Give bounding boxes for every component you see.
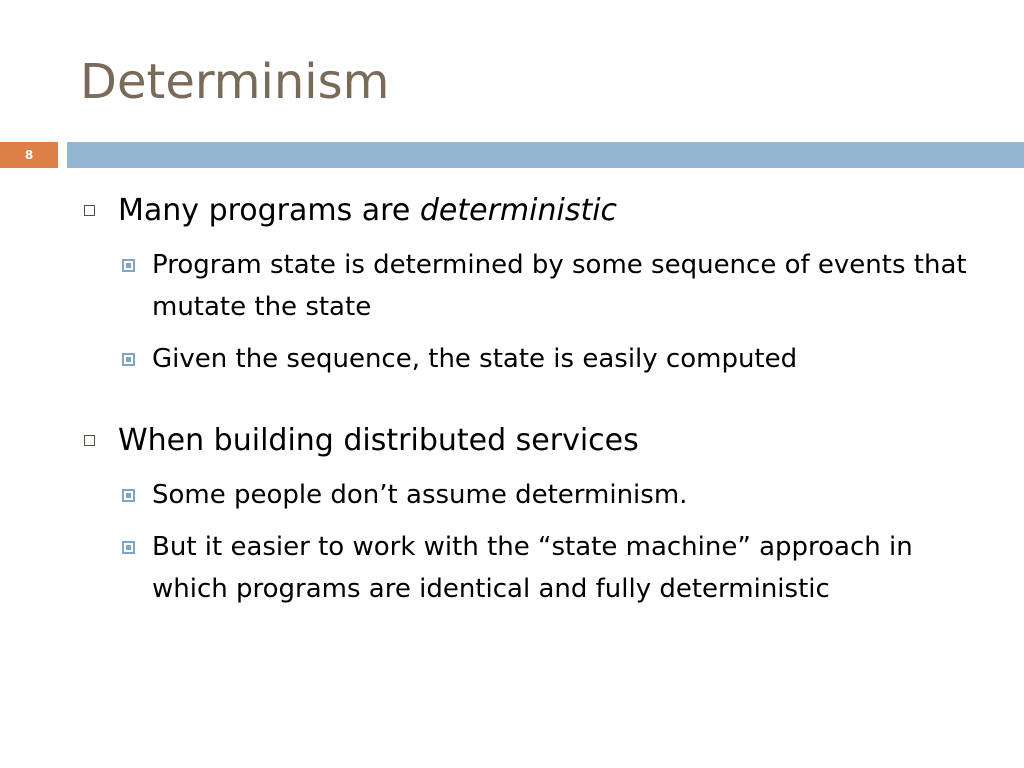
filled-square-bullet-icon (122, 353, 135, 366)
bullet-text-italic: deterministic (419, 193, 618, 228)
bullet-level2 (118, 338, 980, 380)
bullet-text: Many programs are (118, 193, 420, 228)
bullet-text: But it easier to work with the “state machine” approach in which programs are identical and fully deterministic (152, 532, 913, 604)
slide-title: Determinism (80, 54, 390, 110)
bullet-level2 (118, 526, 980, 610)
bullet-level2 (118, 474, 980, 516)
title-divider (0, 142, 1024, 168)
bullet-text: Program state is determined by some sequence of events that mutate the state (152, 250, 967, 322)
bullet-level1 (80, 188, 980, 234)
bullet-text: When building distributed services (118, 423, 639, 458)
bullet-level2 (118, 244, 980, 328)
filled-square-bullet-icon (122, 489, 135, 502)
filled-square-bullet-icon (122, 259, 135, 272)
hollow-square-bullet-icon (84, 435, 95, 446)
bullet-level1 (80, 418, 980, 464)
slide-body (80, 188, 980, 610)
bullet-text: Given the sequence, the state is easily computed (152, 344, 798, 374)
bullet-text: Some people don’t assume determinism. (152, 480, 688, 510)
filled-square-bullet-icon (122, 541, 135, 554)
hollow-square-bullet-icon (84, 205, 95, 216)
accent-bar (67, 142, 1024, 168)
slide-number: 8 (0, 142, 58, 168)
